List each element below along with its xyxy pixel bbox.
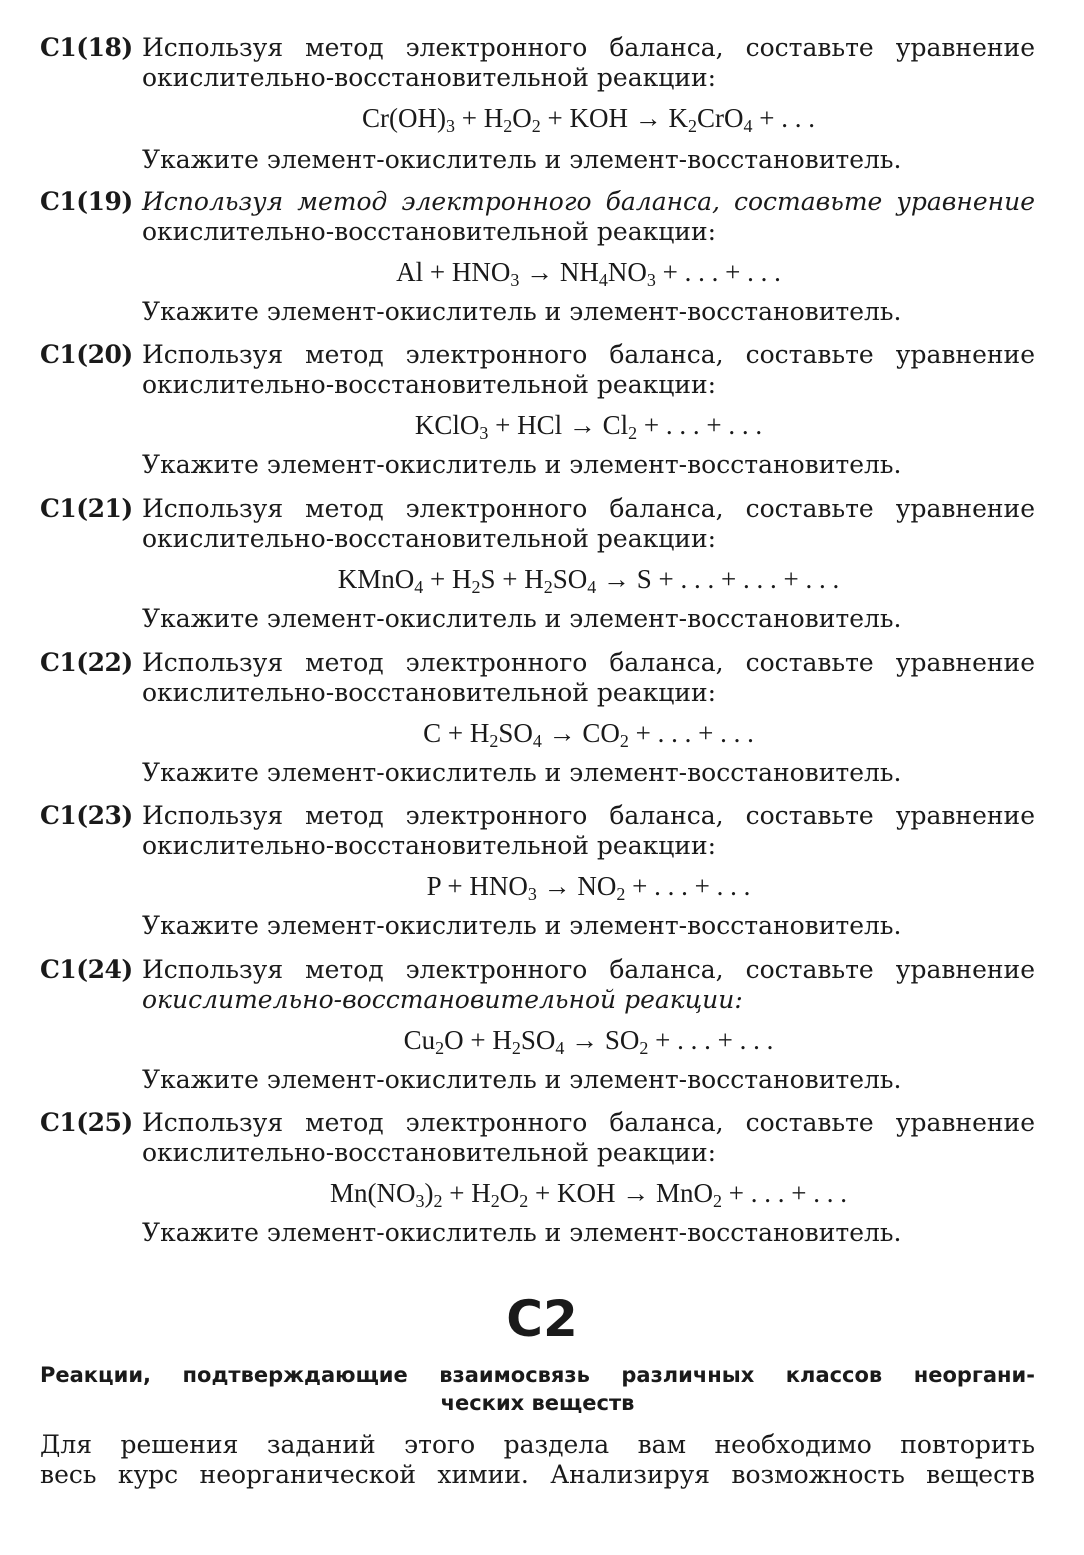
intro-text-line1: Для решения заданий этого раздела вам необходимо повторить bbox=[40, 1430, 1035, 1459]
task-text-line1: Используя метод электронного баланса, составьте уравнение bbox=[142, 801, 1035, 830]
task-number: C1(24) bbox=[40, 955, 133, 984]
task-text-line2: окислительно-восстановительной реакции: bbox=[142, 370, 717, 399]
task-text-line1: Используя метод электронного баланса, составьте уравнение bbox=[142, 648, 1035, 677]
task-number: C1(25) bbox=[40, 1108, 133, 1137]
task-text-line1: Используя метод электронного баланса, составьте уравнение bbox=[142, 187, 1035, 216]
task-text-line2: окислительно-восстановительной реакции: bbox=[142, 831, 717, 860]
task-text-line1: Используя метод электронного баланса, составьте уравнение bbox=[142, 494, 1035, 523]
task-instruction: Укажите элемент-окислитель и элемент-восстановитель. bbox=[142, 758, 902, 787]
task-text-line2: окислительно-восстановительной реакции: bbox=[142, 217, 717, 246]
section-subtitle-line1: Реакции, подтверждающие взаимосвязь различных классов неоргани- bbox=[40, 1363, 1035, 1387]
task-text-line1: Используя метод электронного баланса, составьте уравнение bbox=[142, 1108, 1035, 1137]
reaction-equation: $C + H_2SO_4 \to CO_2$ + . . . + . . . bbox=[423, 718, 754, 751]
task-instruction: Укажите элемент-окислитель и элемент-восстановитель. bbox=[142, 911, 902, 940]
task-number: C1(18) bbox=[40, 33, 133, 62]
reaction-equation: KMnO$_4$ + $H_2S + H_2SO_4 \to S$ + . . . + . . . + . . . bbox=[337, 564, 840, 597]
task-text-line1: Используя метод электронного баланса, составьте уравнение bbox=[142, 340, 1035, 369]
task-instruction: Укажите элемент-окислитель и элемент-восстановитель. bbox=[142, 145, 902, 174]
task-number: C1(22) bbox=[40, 648, 133, 677]
reaction-equation: $Al + HNO_3 \to NH_4NO_3$ + . . . + . . . bbox=[396, 257, 781, 290]
reaction-equation: $Cu_2O + H_2SO_4 \to SO_2$ + . . . + . . . bbox=[403, 1025, 774, 1058]
reaction-equation: $P + HNO_3 \to NO_2$ + . . . + . . . bbox=[426, 871, 751, 904]
task-number: C1(20) bbox=[40, 340, 133, 369]
task-instruction: Укажите элемент-окислитель и элемент-восстановитель. bbox=[142, 1218, 902, 1247]
intro-text-line2: весь курс неорганической химии. Анализируя возможность веществ bbox=[40, 1460, 1035, 1489]
reaction-equation: $Cr(OH)_3 + H_2O_2$ + KOH → $K_2CrO_4$ + . . . bbox=[362, 103, 815, 136]
task-text-line2: окислительно-восстановительной реакции: bbox=[142, 985, 743, 1014]
task-text-line1: Используя метод электронного баланса, составьте уравнение bbox=[142, 33, 1035, 62]
task-instruction: Укажите элемент-окислитель и элемент-восстановитель. bbox=[142, 1065, 902, 1094]
section-subtitle-line2: ческих веществ bbox=[440, 1391, 635, 1415]
task-instruction: Укажите элемент-окислитель и элемент-восстановитель. bbox=[142, 297, 902, 326]
task-instruction: Укажите элемент-окислитель и элемент-восстановитель. bbox=[142, 450, 902, 479]
section-title: C2 bbox=[506, 1290, 578, 1348]
task-instruction: Укажите элемент-окислитель и элемент-восстановитель. bbox=[142, 604, 902, 633]
task-text-line2: окислительно-восстановительной реакции: bbox=[142, 524, 717, 553]
task-text-line1: Используя метод электронного баланса, составьте уравнение bbox=[142, 955, 1035, 984]
task-text-line2: окислительно-восстановительной реакции: bbox=[142, 678, 717, 707]
task-text-line2: окислительно-восстановительной реакции: bbox=[142, 63, 717, 92]
task-text-line2: окислительно-восстановительной реакции: bbox=[142, 1138, 717, 1167]
reaction-equation: KClO$_3$ + HCl → $Cl_2$ + . . . + . . . bbox=[414, 410, 763, 443]
task-number: C1(19) bbox=[40, 187, 133, 216]
reaction-equation: $Mn(NO_3)_2 + H_2O_2$ + KOH → MnO$_2$ + . . . + . . . bbox=[330, 1178, 847, 1211]
task-number: C1(21) bbox=[40, 494, 133, 523]
task-number: C1(23) bbox=[40, 801, 133, 830]
